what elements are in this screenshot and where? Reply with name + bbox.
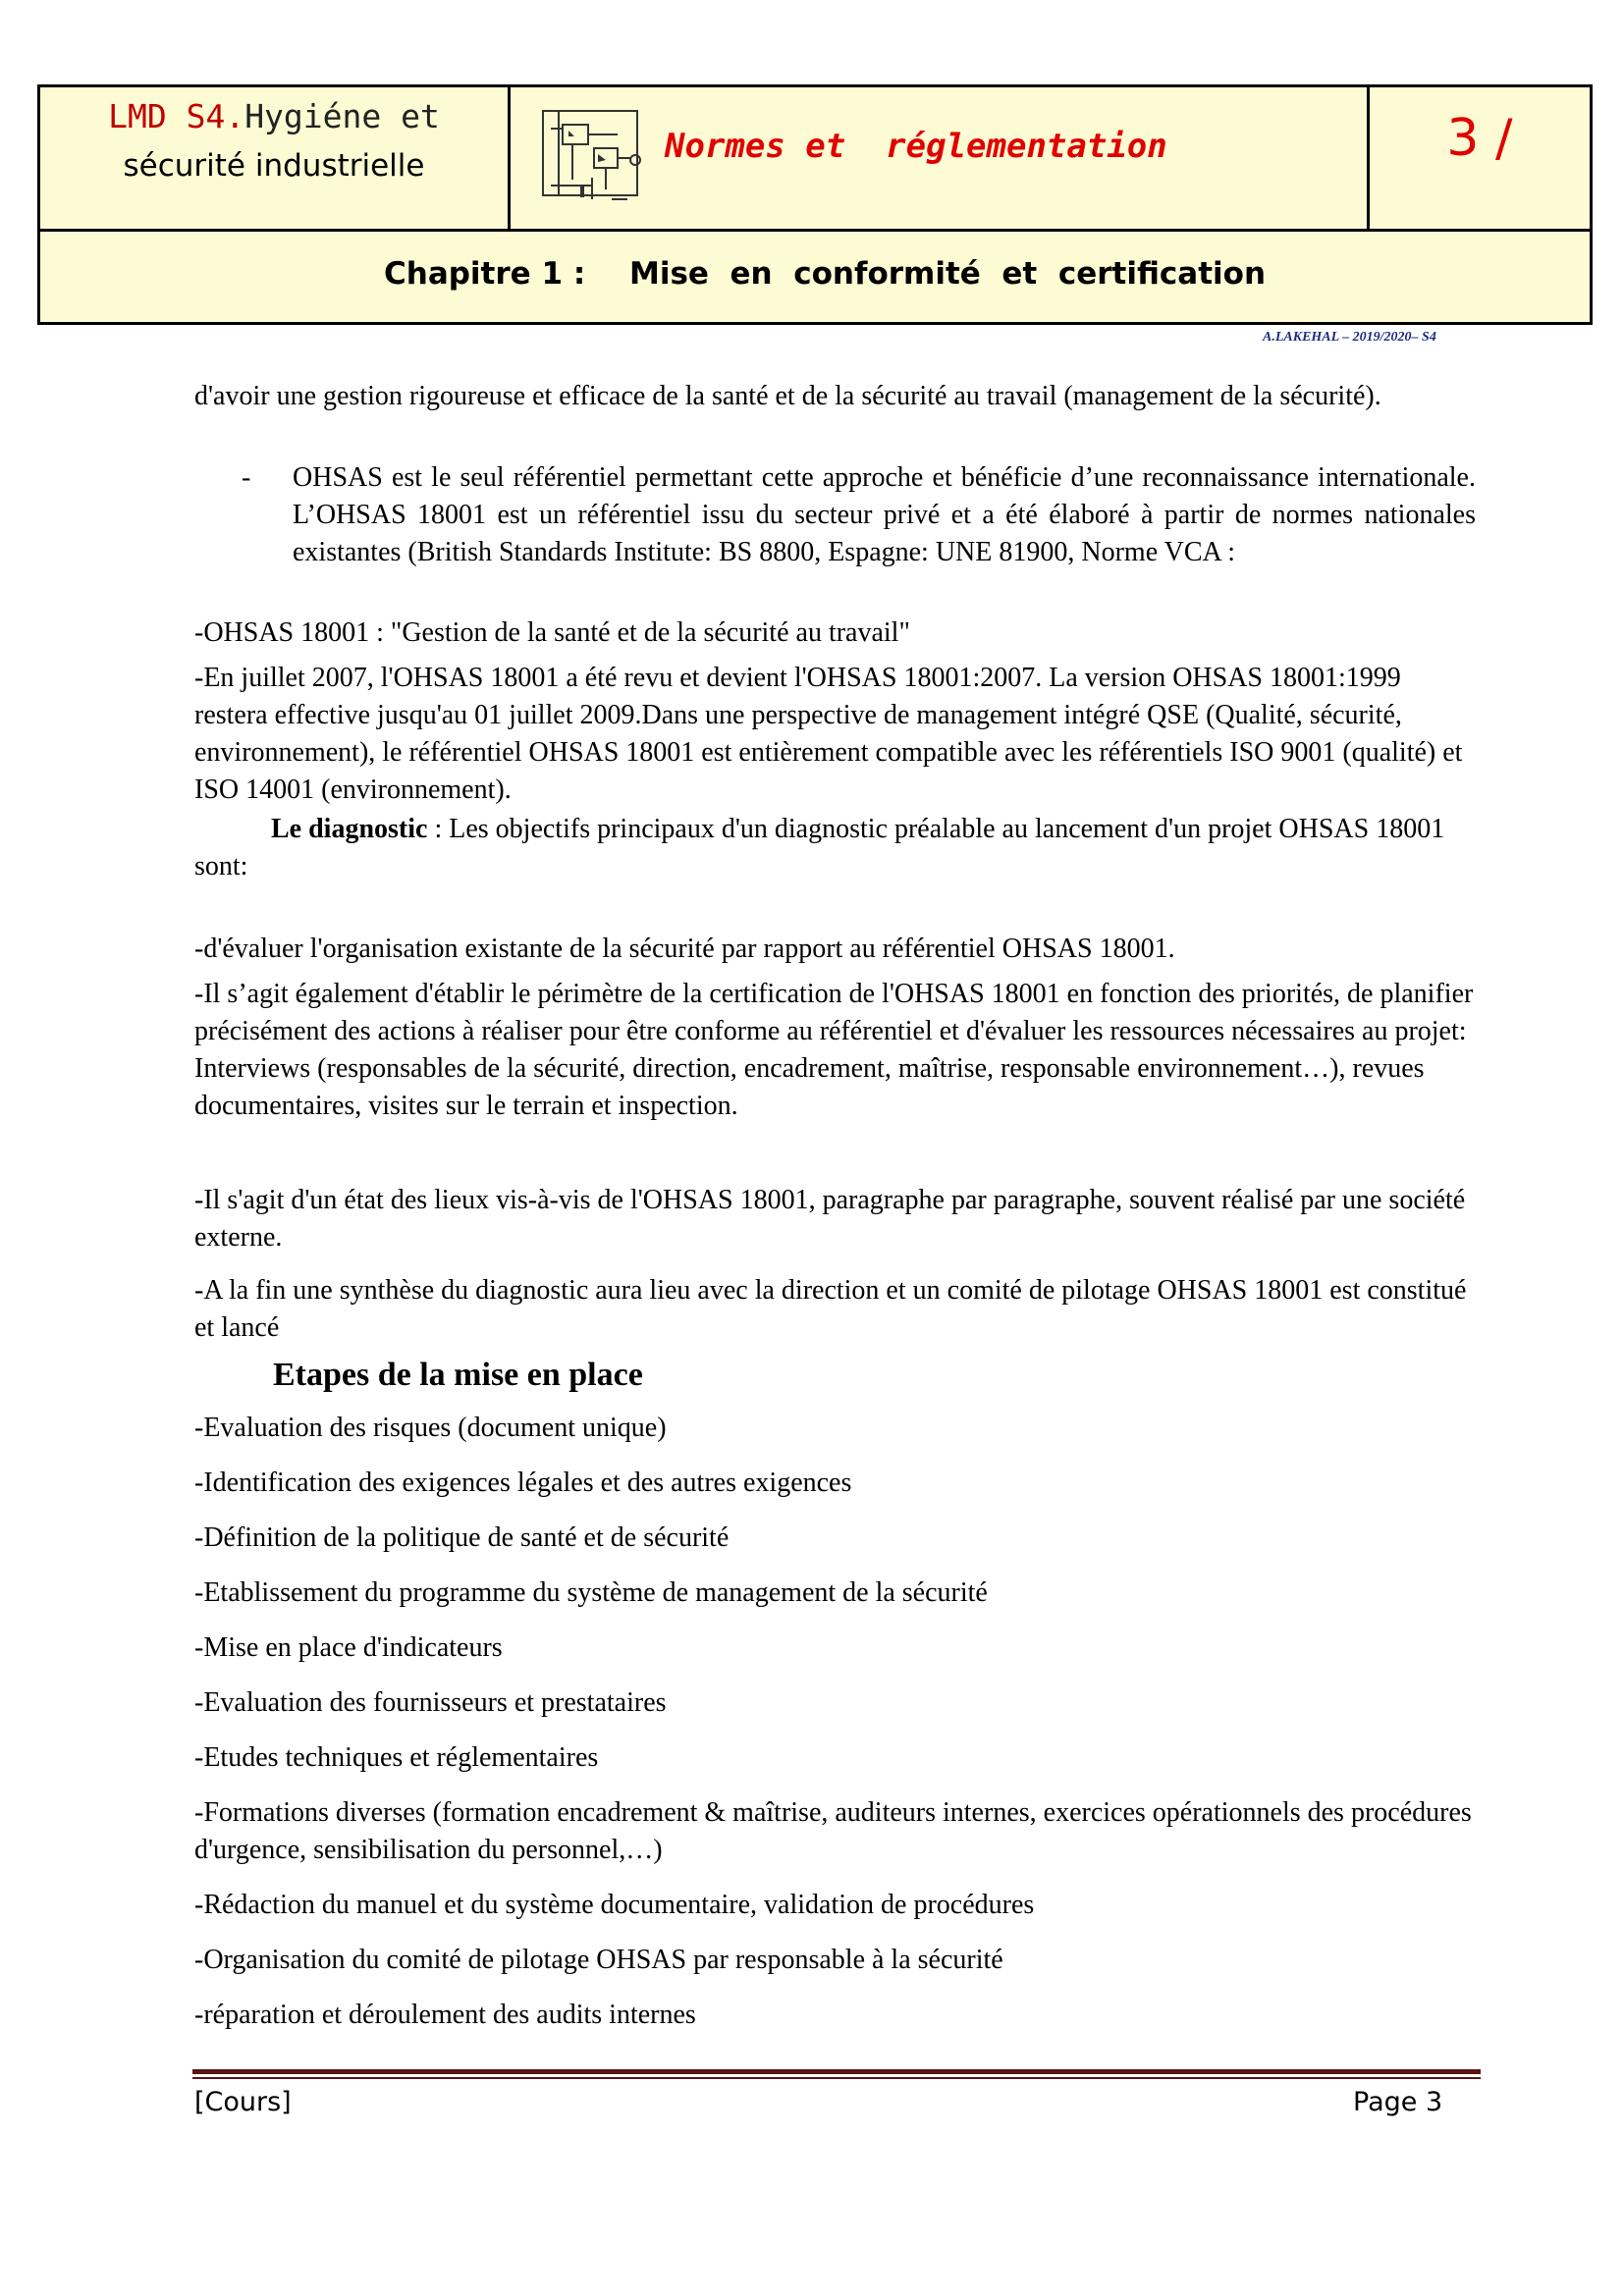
subject-title: Normes et réglementation — [665, 127, 1167, 166]
paragraph-evaluate: -d'évaluer l'organisation existante de la sécurité par rapport au référentiel OHSAS 18001. — [194, 934, 1175, 964]
footer-rule — [192, 2069, 1481, 2074]
footer-page-number: Page 3 — [1353, 2087, 1443, 2117]
paragraph-perimeter: -Il s’agit également d'établir le périmètre de la certification de l'OHSAS 18001 en fonction des priorités, de planifier précisément des actions à réaliser pour être conforme au référentiel et d'évaluer les ressources nécessaires au projet: Interviews (responsables de la sécurité, direction, encadrement, maîtrise, responsable environnement…), revues documentaires, visites sur le terrain et inspection. — [194, 979, 1474, 1121]
chapter-row — [40, 233, 1590, 323]
footer-rule-thin — [192, 2077, 1481, 2079]
schematic-diagram-icon — [533, 101, 651, 211]
list-item: -Identification des exigences légales et des autres exigences — [194, 1468, 852, 1498]
list-item: -Définition de la politique de santé et de sécurité — [194, 1522, 730, 1553]
paragraph-diagnostic — [194, 811, 1476, 885]
course-cell — [40, 87, 511, 229]
footer-left: [Cours] — [194, 2087, 292, 2117]
course-line2: sécurité industrielle — [123, 148, 425, 184]
list-item: -Formations diverses (formation encadrement & maîtrise, auditeurs internes, exercices opérationnels des procédures d'urgence, sensibilisation du personnel,…) — [194, 1797, 1472, 1865]
page-marker: 3 / — [1446, 109, 1513, 168]
course-subject: Hygiéne et — [244, 97, 440, 135]
list-item: -Etudes techniques et réglementaires — [194, 1742, 599, 1773]
subject-cell — [508, 87, 1370, 229]
paragraph-ohsas-history: -En juillet 2007, l'OHSAS 18001 a été revu et devient l'OHSAS 18001:2007. La version OHSAS 18001:1999 restera effective jusqu'au 01 juillet 2009.Dans une perspective de management intégré QSE (Qualité, sécurité, environnement), le référentiel OHSAS 18001 est entièrement compatible avec les référentiels ISO 9001 (qualité) et ISO 14001 (environnement). — [194, 663, 1463, 805]
author-credit: A.LAKEHAL – 2019/2020– S4 — [1263, 330, 1436, 345]
chapter-label: Chapitre 1 : — [384, 256, 586, 292]
paragraph-synthesis: -A la fin une synthèse du diagnostic aura lieu avec la direction et un comité de pilotage OHSAS 18001 est constitué et lancé — [194, 1275, 1467, 1343]
chapter-title: Mise en conformité et certification — [629, 256, 1267, 292]
header-top-row — [40, 87, 1590, 232]
header-box — [37, 84, 1593, 325]
list-item: -Mise en place d'indicateurs — [194, 1632, 503, 1663]
list-item: -Rédaction du manuel et du système documentaire, validation de procédures — [194, 1890, 1035, 1920]
steps-heading: Etapes de la mise en place — [273, 1357, 643, 1393]
course-line1 — [40, 97, 508, 135]
bullet-ohsas: OHSAS est le seul référentiel permettant cette approche et bénéficie d’une reconnaissance internationale. L’OHSAS 18001 est un référentiel issu du secteur privé et a été élaboré à partir de normes nationales existantes (British Standards Institute: BS 8800, Espagne: UNE 81900, Norme VCA : — [293, 462, 1476, 567]
diagnostic-label: Le diagnostic — [271, 814, 428, 844]
diagnostic-text: : Les objectifs principaux d'un diagnostic préalable au lancement d'un projet OHSAS 18001 sont: — [194, 814, 1445, 881]
paragraph-state: -Il s'agit d'un état des lieux vis-à-vis de l'OHSAS 18001, paragraphe par paragraphe, souvent réalisé par une société externe. — [194, 1185, 1466, 1253]
list-item: -Etablissement du programme du système de management de la sécurité — [194, 1577, 988, 1608]
list-item: -réparation et déroulement des audits internes — [194, 2000, 696, 2030]
paragraph-intro: d'avoir une gestion rigoureuse et efficace de la santé et de la sécurité au travail (management de la sécurité). — [194, 381, 1381, 411]
list-item: -Evaluation des risques (document unique) — [194, 1413, 667, 1443]
list-item: -Evaluation des fournisseurs et prestataires — [194, 1687, 667, 1718]
paragraph-ohsas-title: -OHSAS 18001 : "Gestion de la santé et de la sécurité au travail" — [194, 617, 910, 648]
list-item: -Organisation du comité de pilotage OHSAS par responsable à la sécurité — [194, 1945, 1003, 1975]
bullet-dash: - — [242, 462, 251, 493]
page-marker-cell — [1367, 87, 1593, 229]
course-code: LMD S4. — [108, 97, 245, 135]
